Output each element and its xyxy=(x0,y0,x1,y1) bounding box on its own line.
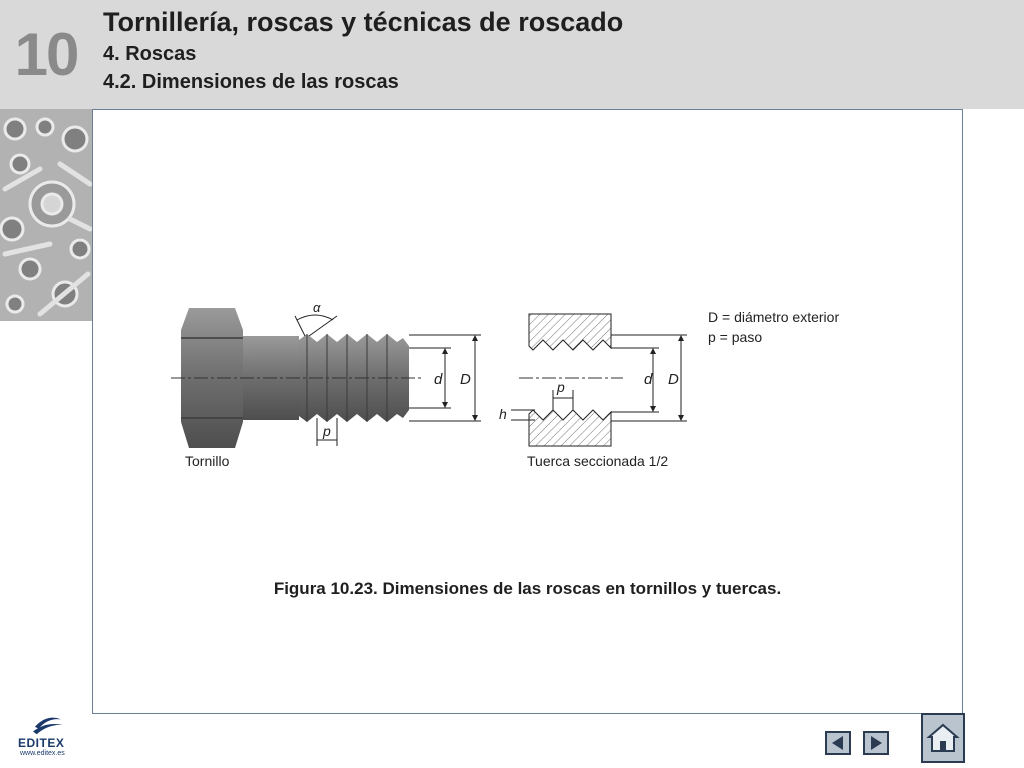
home-icon xyxy=(926,721,960,755)
nut-D-label: D xyxy=(668,371,679,388)
bolt-p-label: p xyxy=(323,423,331,439)
page-title: Tornillería, roscas y técnicas de roscado xyxy=(103,7,624,37)
screws-photo xyxy=(0,109,92,321)
prev-slide-button[interactable] xyxy=(825,731,851,755)
triangle-right-icon xyxy=(868,735,884,751)
bolt-d-label: d xyxy=(434,371,443,388)
legend-p: p = paso xyxy=(708,329,763,345)
nut-h-label: h xyxy=(499,406,507,422)
editex-url: www.editex.es xyxy=(20,750,65,757)
nut-d-label: d xyxy=(644,371,653,388)
nut-section xyxy=(529,314,611,446)
nut-caption: Tuerca seccionada 1/2 xyxy=(527,453,669,469)
bolt-D-label: D xyxy=(460,371,471,388)
home-button[interactable] xyxy=(921,713,965,763)
editex-logo-icon xyxy=(12,710,82,738)
subsection-title: 4.2. Dimensiones de las roscas xyxy=(103,71,399,93)
editex-logo-text: EDITEX xyxy=(18,736,65,750)
legend-D: D = diámetro exterior xyxy=(708,309,840,325)
figure-caption: Figura 10.23. Dimensiones de las roscas en tornillos y tuercas. xyxy=(273,579,782,598)
thread-dimensions-figure xyxy=(165,290,865,480)
triangle-left-icon xyxy=(830,735,846,751)
bolt-caption: Tornillo xyxy=(185,453,230,469)
section-title: 4. Roscas xyxy=(103,43,197,65)
chapter-number: 10 xyxy=(14,21,78,88)
next-slide-button[interactable] xyxy=(863,731,889,755)
alpha-angle xyxy=(295,315,337,336)
alpha-label: α xyxy=(313,300,321,315)
title-block xyxy=(103,4,623,96)
header-bar xyxy=(0,0,1024,109)
nut-p-label: p xyxy=(557,379,565,395)
